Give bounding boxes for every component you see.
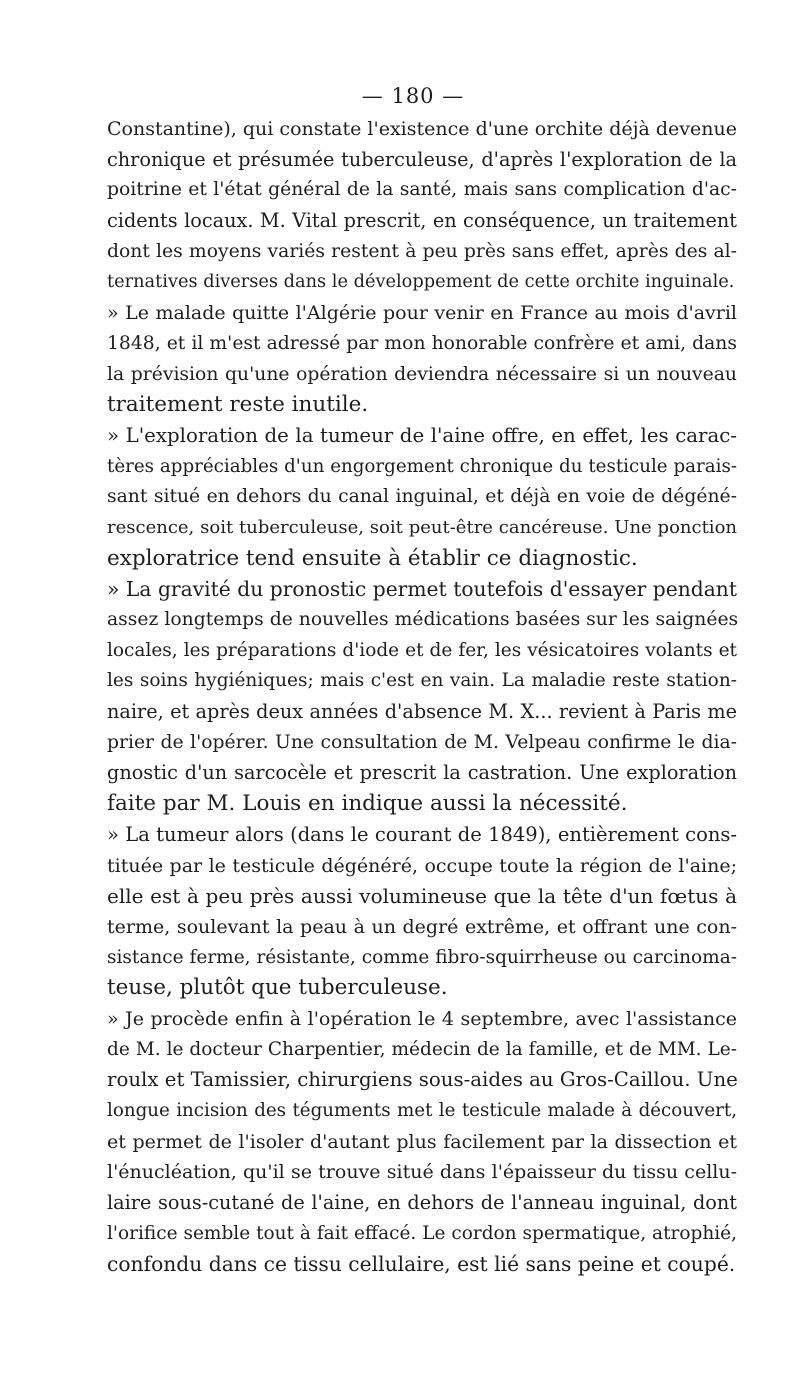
- text-line: poitrine et l'état général de la santé, mais sans complication d'ac-: [107, 179, 737, 201]
- text-line: exploratrice tend ensuite à établir ce diagnostic.: [107, 545, 638, 571]
- text-line: naire, et après deux années d'absence M. X... revient à Paris me: [107, 700, 737, 724]
- text-line: sant situé en dehors du canal inguinal, et déjà en voie de dégéné-: [107, 486, 737, 508]
- text-line: » L'exploration de la tumeur de l'aine offre, en effet, les carac-: [107, 423, 737, 447]
- text-line: faite par M. Louis en indique aussi la nécessité.: [107, 791, 628, 817]
- page-number: — 180 —: [361, 84, 465, 108]
- text-line: teuse, plutôt que tuberculeuse.: [107, 975, 448, 1001]
- text-line: l'orifice semble tout à fait effacé. Le cordon spermatique, atrophié,: [107, 1222, 737, 1244]
- text-line: chronique et présumée tuberculeuse, d'après l'exploration de la: [107, 147, 737, 171]
- text-line: roulx et Tamissier, chirurgiens sous-aides au Gros-Caillou. Une: [107, 1068, 738, 1092]
- text-line: prier de l'opérer. Une consultation de M. Velpeau confirme le dia-: [107, 731, 737, 753]
- text-line: rescence, soit tuberculeuse, soit peut-être cancéreuse. Une ponction: [107, 516, 737, 538]
- body-text: [107, 114, 737, 1280]
- text-line: confondu dans ce tissu cellulaire, est lié sans peine et coupé.: [107, 1252, 736, 1277]
- text-line: de M. le docteur Charpentier, médecin de la famille, et de MM. Le-: [107, 1038, 737, 1060]
- text-line: » La gravité du pronostic permet toutefois d'essayer pendant: [107, 577, 737, 602]
- text-line: laire sous-cutané de l'aine, en dehors de l'anneau inguinal, dont: [107, 1191, 737, 1215]
- text-line: traitement reste inutile.: [107, 392, 369, 418]
- text-line: terme, soulevant la peau à un degré extrême, et offrant une con-: [107, 915, 737, 938]
- text-line: sistance ferme, résistante, comme fibro-squirrheuse ou carcinoma-: [107, 946, 737, 968]
- text-line: » Le malade quitte l'Algérie pour venir en France au mois d'avril: [107, 302, 737, 325]
- text-line: Constantine), qui constate l'existence d'une orchite déjà devenue: [107, 118, 737, 140]
- text-line: assez longtemps de nouvelles médications basées sur les saignées: [107, 609, 739, 630]
- text-line: les soins hygiéniques; mais c'est en vain. La maladie reste station-: [107, 670, 737, 692]
- text-line: locales, les préparations d'iode et de fer, les vésicatoires volants et: [107, 639, 737, 661]
- text-line: elle est à peu près aussi volumineuse que la tête d'un fœtus à: [107, 884, 737, 909]
- text-line: ternatives diverses dans le développement de cette orchite inguinale.: [107, 272, 735, 293]
- text-line: » La tumeur alors (dans le courant de 1849), entièrement cons-: [107, 822, 737, 846]
- text-line: dont les moyens variés restent à peu près sans effet, après des al-: [107, 240, 737, 262]
- text-line: tituée par le testicule dégénéré, occupe toute la région de l'aine;: [107, 854, 737, 877]
- text-line: 1848, et il m'est adressé par mon honorable confrère et ami, dans: [107, 332, 737, 354]
- text-line: gnostic d'un sarcocèle et prescrit la castration. Une exploration: [107, 761, 737, 785]
- text-line: » Je procède enfin à l'opération le 4 septembre, avec l'assistance: [107, 1007, 737, 1030]
- text-line: l'énucléation, qu'il se trouve situé dans l'épaisseur du tissu cellu-: [107, 1161, 737, 1184]
- text-line: tères appréciables d'un engorgement chronique du testicule parais-: [107, 455, 737, 477]
- text-line: et permet de l'isoler d'autant plus facilement par la dissection et: [107, 1130, 737, 1153]
- text-line: la prévision qu'une opération deviendra nécessaire si un nouveau: [107, 363, 737, 385]
- text-line: longue incision des téguments met le testicule malade à découvert,: [107, 1100, 737, 1121]
- text-line: cidents locaux. M. Vital prescrit, en conséquence, un traitement: [107, 209, 737, 233]
